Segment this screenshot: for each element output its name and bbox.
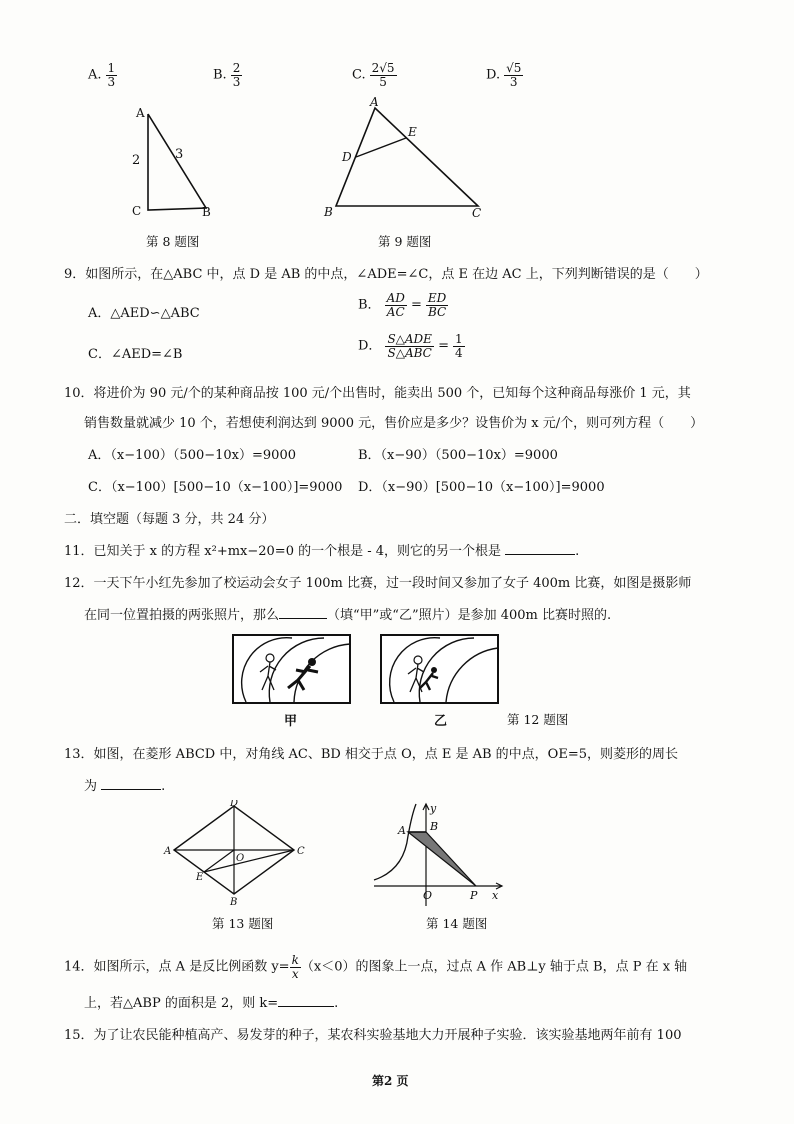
figure-13-rhombus: [160, 800, 320, 912]
q15-line1: 15．为了让农民能种植高产、易发芽的种子，某农科实验基地大力开展种子实验．该实验基地两年前有 100: [64, 1028, 682, 1043]
q8-option-b-fraction: $\frac{2}{3}$: [232, 61, 241, 89]
photo-yi: [380, 634, 500, 706]
fig9-label-b: B: [324, 205, 333, 219]
fig8-label-c: C: [132, 204, 142, 218]
q12-answer-blank: [279, 618, 327, 619]
fig13-label-e: E: [196, 872, 204, 883]
q14-line1: 14．如图所示，点 A 是反比例函数 y= $\frac{k}{x}$ （x＜0）的图象上一点，过点 A 作 AB⊥y 轴于点 B，点 P 在 x 轴: [64, 953, 688, 981]
q8-option-b: B. $\frac{2}{3}$: [213, 61, 241, 89]
fig9-label-e: E: [408, 125, 417, 139]
fig8-side-ab: 3: [175, 147, 184, 162]
q12-line2: 在同一位置拍摄的两张照片，那么 （填“甲”或“乙”照片）是参加 400m 比赛时照的.: [84, 608, 612, 623]
fig13-label-a: A: [164, 846, 172, 857]
figure-14-graph: [370, 800, 510, 910]
section-2-title: 二．填空题（每题 3 分，共 24 分）: [64, 512, 275, 527]
fig9-label-d: D: [342, 150, 352, 164]
q9-option-b: B． $\frac{AD}{AC}$ = $\frac{ED}{BC}$: [358, 291, 447, 319]
fig14-label-y: y: [430, 802, 437, 815]
q10-line1: 10．将进价为 90 元/个的某种商品按 100 元/个出售时，能卖出 500 个，已知每个这种商品每涨价 1 元，其: [64, 386, 691, 401]
q8-option-c: C. $\frac{2√5}{5}$: [352, 61, 395, 89]
figure-8-triangle: [120, 100, 230, 225]
q14-answer-blank: [278, 1006, 334, 1007]
fig9-label-a: A: [370, 96, 379, 109]
photo-jia-label: 甲: [284, 714, 298, 729]
q13-answer-blank: [101, 789, 161, 790]
q11-answer-blank: [505, 554, 575, 555]
q10-option-a: A．（x−100）（500−10x）=9000: [88, 448, 296, 463]
fig8-label-b: B: [202, 205, 211, 219]
q10-option-c: C．（x−100）[500−10（x−100）]=9000: [88, 480, 343, 495]
fig13-label-o: O: [236, 853, 245, 864]
fig13-caption: 第 13 题图: [212, 916, 274, 931]
figure-9-triangle: [318, 96, 493, 226]
q10-option-d: D．（x−90）[500−10（x−100）]=9000: [358, 480, 605, 495]
q8-option-c-fraction: $\frac{2√5}{5}$: [371, 61, 395, 89]
q14-line2: 上，若△ABP 的面积是 2，则 k= .: [84, 996, 339, 1011]
q8-option-d-fraction: $\frac{√5}{3}$: [506, 61, 522, 89]
fig12-caption: 第 12 题图: [507, 712, 569, 727]
q10-option-b: B．（x−90）（500−10x）=9000: [358, 448, 558, 463]
q11: 11．已知关于 x 的方程 x²+mx−20=0 的一个根是 - 4，则它的另一个根是 .: [64, 544, 580, 559]
q12-line1: 12．一天下午小红先参加了校运动会女子 100m 比赛，过一段时间又参加了女子 400m 比赛，如图是摄影师: [64, 576, 692, 591]
fig13-label-c: C: [297, 846, 305, 857]
page-number: 第2 页: [372, 1074, 409, 1088]
fig13-label-b: B: [230, 897, 238, 908]
fig8-label-a: A: [136, 106, 145, 120]
fig14-label-b: B: [430, 820, 439, 833]
fig13-label-d: D: [230, 800, 239, 809]
q8-option-a: A. $\frac{1}{3}$: [88, 61, 116, 89]
q9-option-c: C．∠AED=∠B: [88, 347, 183, 362]
fig14-label-x: x: [492, 889, 499, 902]
fig9-label-c: C: [472, 206, 482, 220]
q9-option-d: D． $\frac{\text{S△ADE}}{\text{S△ABC}}$ = $\frac{1}{4}$: [358, 332, 463, 360]
photo-jia: [232, 634, 352, 706]
q9-stem: 9．如图所示，在△ABC 中，点 D 是 AB 的中点，∠ADE=∠C，点 E 在边 AC 上，下列判断错误的是（ ）: [64, 267, 708, 282]
fig8-side-ac: 2: [132, 153, 141, 168]
q9-option-a: A．△AED∽△ABC: [88, 306, 200, 321]
fig14-caption: 第 14 题图: [426, 916, 488, 931]
fig14-label-p: P: [470, 889, 478, 902]
fig8-caption: 第 8 题图: [146, 234, 200, 249]
fig14-label-a: A: [398, 824, 406, 837]
q8-option-a-fraction: $\frac{1}{3}$: [107, 61, 116, 89]
q13-line2: 为 .: [84, 779, 166, 794]
q10-line2: 销售数量就减少 10 个，若想使利润达到 9000 元，售价应是多少？设售价为 x 元/个，则可列方程（ ）: [84, 416, 704, 431]
photo-yi-label: 乙: [434, 714, 448, 729]
q8-option-d: D. $\frac{√5}{3}$: [486, 61, 522, 89]
fig14-label-o: O: [423, 889, 433, 902]
fig9-caption: 第 9 题图: [378, 234, 432, 249]
q13-line1: 13．如图，在菱形 ABCD 中，对角线 AC、BD 相交于点 O，点 E 是 AB 的中点，OE=5，则菱形的周长: [64, 747, 678, 762]
